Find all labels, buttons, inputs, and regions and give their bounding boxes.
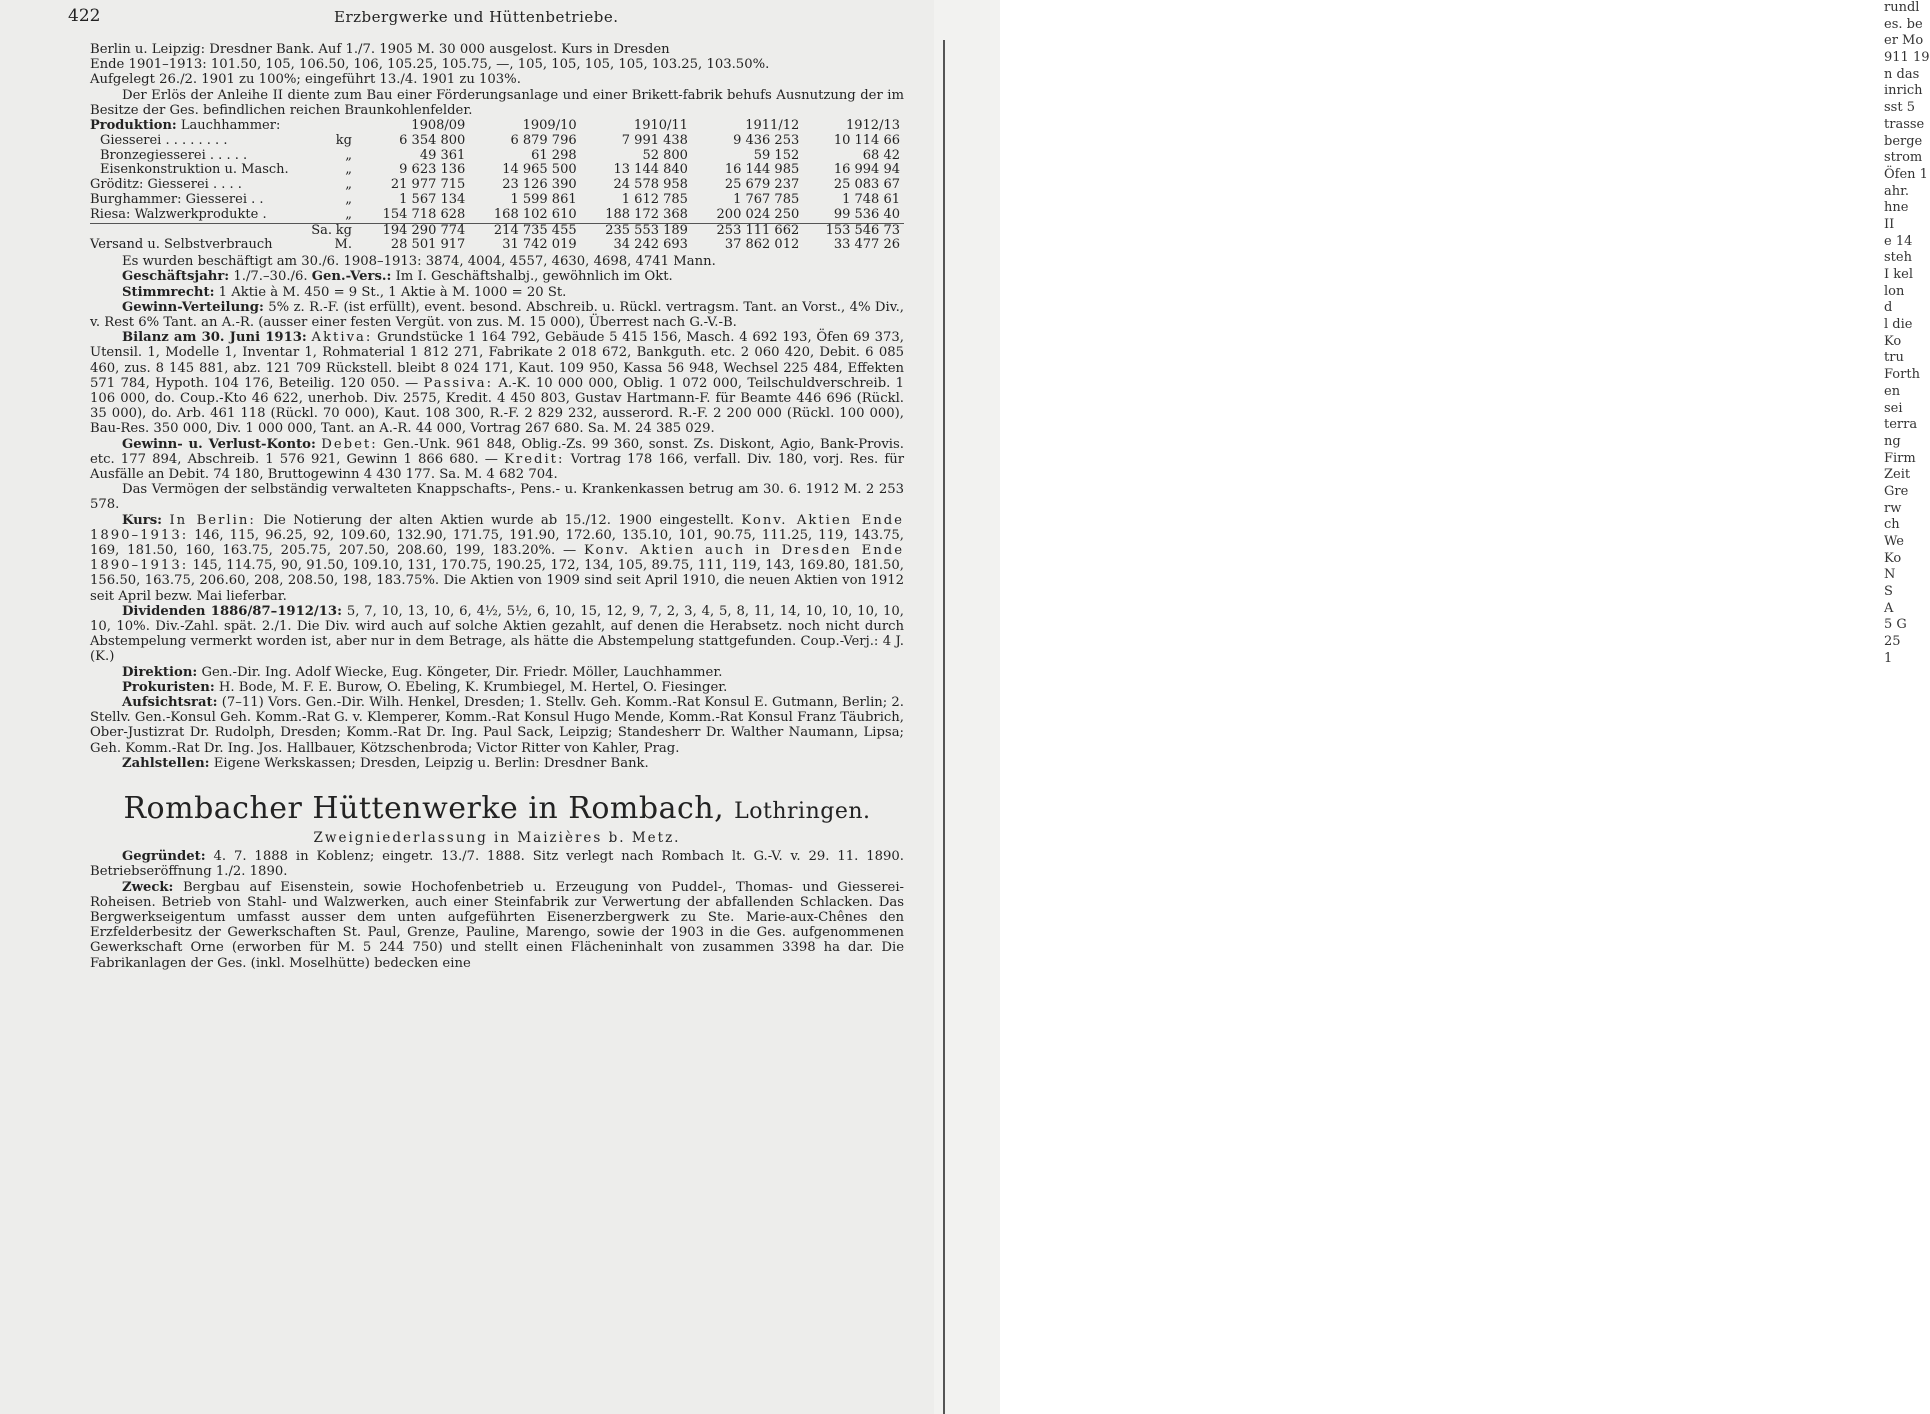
direktion-paragraph: [90, 665, 904, 680]
row-name: Eisenkonstruktion u. Masch.: [100, 162, 289, 178]
dividenden-label: Dividenden 1886/87–1912/13:: [122, 603, 342, 619]
passiva-text: A.-K. 10 000 000, Oblig. 1 072 000, Teilschuldverschreib. 1 106 000, do. Coup.-Kto 46 622, unerhob. Div. 2575, Kredit. 4 450 803, Gustav Hartmann-F. für Beamte 446 696 (Rückl. 35 000), do. Arb. 461 118 (Rückl. 70 000), Kaut. 108 300, R.-F. 2 829 232, ausserord. R.-F. 2 200 000 (Rückl. 100 000), Bau-Res. 350 000, Div. 1 000 000, Tant. an A.-R. 44 000, Vortrag 267 680. Sa. M. 24 385 029.: [90, 375, 904, 437]
row-unit: „: [345, 147, 352, 163]
adjacent-page-fragment: 5 G: [1884, 617, 1907, 633]
sum-value: 253 111 662: [692, 223, 803, 238]
row-value: 1 612 785: [621, 192, 688, 207]
adjacent-page-fragment: Zeit: [1884, 467, 1911, 483]
row-value: 1 748 61: [842, 192, 900, 207]
sum-label: Sa.: [90, 223, 332, 238]
adjacent-page-fragment: rundl: [1884, 0, 1920, 15]
prokuristen-label: Prokuristen:: [122, 679, 215, 695]
page-number: 422: [68, 6, 101, 26]
stimmrecht-label: Stimmrecht:: [122, 284, 215, 300]
year-header: 1911/12: [745, 118, 800, 134]
debet-label: Debet:: [321, 436, 378, 452]
versand-value: 37 862 012: [724, 237, 800, 253]
adjacent-page-fragment: sst 5: [1884, 100, 1915, 116]
company-heading: [90, 791, 904, 830]
adjacent-page-fragment: rw: [1884, 500, 1902, 516]
production-row: [90, 178, 904, 193]
sum-unit: kg: [332, 223, 358, 238]
kurs-text-3: 145, 114.75, 90, 91.50, 109.10, 131, 170.75, 190.25, 172, 134, 105, 89.75, 111, 119, 143, 169.80, 181.50, 156.50, 163.75, 206.60, 208, 208.50, 198, 183.75%. Die Aktien von 1909 sind seit April 1910, die neuen Aktien von 1912 seit April bezw. Mai lieferbar.: [90, 558, 904, 604]
year-header: 1910/11: [633, 118, 688, 134]
kredit-text: Vortrag 178 166, verfall. Div. 180, vorj. Res. für Ausfälle an Debit. 74 180, Bruttogewinn 4 430 177. Sa. M. 4 682 704.: [90, 451, 904, 483]
gegruendet-text: 4. 7. 1888 in Koblenz; eingetr. 13./7. 1888. Sitz verlegt nach Rombach lt. G.-V. v. 29. 11. 1890. Betriebseröffnung 1./2. 1890.: [90, 849, 904, 880]
geschaeftsjahr-text: 1./7.–30./6.: [233, 269, 308, 285]
kredit-label: Kredit:: [504, 451, 565, 467]
bilanz-label: Bilanz am 30. Juni 1913:: [122, 330, 307, 346]
adjacent-page-fragment: tru: [1884, 350, 1904, 366]
row-value: 200 024 250: [716, 206, 800, 222]
page-header: [0, 6, 934, 30]
row-name: Burghammer: Giesserei . .: [90, 192, 264, 207]
adjacent-page-fragment: Forth: [1884, 367, 1920, 383]
row-value: 68 42: [862, 147, 900, 163]
aufsichtsrat-text: (7–11) Vors. Gen.-Dir. Wilh. Henkel, Dresden; 1. Stellv. Geh. Komm.-Rat Konsul E. Gutmann, Berlin; 2. Stellv. Gen.-Konsul Geh. Komm.-Rat G. v. Klemperer, Komm.-Rat Konsul Hugo Mende, Komm.-Rat Konsul Franz Täubrich, Ober-Justizrat Dr. Rudolph, Dresden; Komm.-Rat Dr. Ing. Paul Sack, Leipzig; Standesherr Dr. Walther Naumann, Lipsa; Geh. Komm.-Rat Dr. Ing. Jos. Hallbauer, Kötzschenbroda; Victor Ritter von Kahler, Prag.: [90, 695, 904, 756]
year-header: 1908/09: [411, 118, 466, 134]
row-name: Gröditz: Giesserei . . . .: [90, 177, 242, 193]
adjacent-page-fragment: e 14: [1884, 233, 1913, 249]
adjacent-page-fragment: n das: [1884, 66, 1920, 82]
row-name: Bronzegiesserei . . . . .: [100, 147, 248, 163]
row-value: 25 679 237: [724, 177, 800, 193]
production-label: Produktion:: [90, 118, 177, 134]
row-value: 6 879 796: [510, 132, 577, 148]
production-label-cell: [90, 119, 332, 134]
intro-line: Aufgelegt 26./2. 1901 zu 100%; eingeführt 13./4. 1901 zu 103%.: [90, 72, 521, 88]
adjacent-page-fragment: inrich: [1884, 83, 1923, 99]
row-value: 99 536 40: [833, 206, 900, 222]
company-title: Rombacher Hüttenwerke in Rombach,: [123, 791, 725, 827]
bilanz-paragraph: [90, 330, 904, 436]
gewinnverteilung-paragraph: [90, 300, 904, 330]
gegruendet-paragraph: [90, 849, 904, 879]
kurs-in-berlin: In Berlin:: [169, 512, 256, 528]
row-value: 10 114 66: [833, 132, 900, 148]
intro-paragraph: Der Erlös der Anleihe II diente zum Bau einer Förderungsanlage und einer Brikett-fabrik behufs Ausnutzung der im Besitze der Ges. befindlichen reichen Braunkohlenfelder.: [90, 87, 904, 118]
versand-value: 28 501 917: [390, 237, 466, 253]
row-value: 14 965 500: [502, 162, 577, 178]
adjacent-page-fragment: S: [1884, 584, 1893, 600]
sum-value: 153 546 73: [803, 223, 904, 238]
row-value: 59 152: [753, 147, 800, 163]
versand-row: [90, 238, 904, 253]
dividenden-paragraph: [90, 604, 904, 665]
zahlstellen-text: Eigene Werkskassen; Dresden, Leipzig u. Berlin: Dresdner Bank.: [213, 755, 649, 771]
gewinnverteilung-text: 5% z. R.-F. (ist erfüllt), event. besond. Abschreib. u. Rückl. vertragsm. Tant. an Vorst., 4% Div., v. Rest 6% Tant. an A.-R. (ausser einer festen Vergüt. von zus. M. 15 000), Überrest nach G.-V.-B.: [90, 299, 904, 330]
adjacent-page-fragment: steh: [1884, 250, 1912, 266]
versand-value: 33 477 26: [833, 237, 900, 253]
adjacent-page-fragment: II: [1884, 216, 1895, 232]
adjacent-page-fragment: 1: [1884, 650, 1893, 666]
kurs-text-1: Die Notierung der alten Aktien wurde ab 15./12. 1900 eingestellt.: [263, 512, 734, 528]
vermoegen-paragraph: Das Vermögen der selbständig verwalteten Knappschafts-, Pens.- u. Krankenkassen betrug am 30. 6. 1912 M. 2 253 578.: [90, 482, 904, 513]
adjacent-page-fragment: d: [1884, 300, 1893, 316]
stimmrecht-text: 1 Aktie à M. 450 = 9 St., 1 Aktie à M. 1000 = 20 St.: [218, 284, 567, 300]
production-row: [90, 163, 904, 178]
company-title-sub: Lothringen.: [734, 799, 871, 825]
adjacent-page-fragment: trasse: [1884, 116, 1925, 132]
production-table: [90, 119, 904, 253]
row-value: 1 767 785: [733, 192, 800, 207]
production-sum-row: [90, 223, 904, 238]
zahlstellen-label: Zahlstellen:: [122, 755, 210, 771]
versand-value: 34 242 693: [613, 237, 688, 253]
aufsichtsrat-paragraph: [90, 695, 904, 756]
row-name: Riesa: Walzwerkprodukte .: [90, 206, 267, 222]
direktion-label: Direktion:: [122, 664, 198, 680]
row-value: 9 436 253: [733, 132, 800, 148]
row-value: 16 144 985: [724, 162, 800, 178]
adjacent-page-fragment: er Mo: [1884, 33, 1924, 49]
adjacent-page-fragment: hne: [1884, 200, 1909, 216]
year-header: 1912/13: [845, 118, 900, 134]
stimmrecht-paragraph: [90, 285, 904, 300]
sum-value: 214 735 455: [469, 223, 580, 238]
adjacent-page-fragment: Firm: [1884, 450, 1916, 466]
kurs-konv-1: Konv. Aktien Ende 1890–1913:: [90, 512, 904, 543]
dividenden-text: 5, 7, 10, 13, 10, 6, 4½, 5½, 6, 10, 15, 12, 9, 7, 2, 3, 4, 5, 8, 11, 14, 10, 10, 10, 10, 10, 10%. Div.-Zahl. spät. 2./1. Die Div. wird auch auf solche Aktien gezahlt, auf denen die Herabsetz. noch nicht durch Abstempelung vermerkt worden ist, aber nur in dem Betrage, als hätte die Abstempelung stattgefunden. Coup.-Verj.: 4 J. (K.): [90, 603, 904, 665]
adjacent-page-fragment: ahr.: [1884, 183, 1910, 199]
row-value: 7 991 438: [621, 132, 688, 148]
guv-label: Gewinn- u. Verlust-Konto:: [122, 436, 316, 452]
company-subtitle: Zweigniederlassung in Maizières b. Metz.: [313, 830, 681, 847]
production-row: [90, 134, 904, 149]
adjacent-page-fragment: Öfen 1: [1884, 166, 1928, 182]
direktion-text: Gen.-Dir. Ing. Adolf Wiecke, Eug. Köngeter, Dir. Friedr. Möller, Lauchhammer.: [201, 664, 723, 680]
intro-line: Ende 1901–1913: 101.50, 105, 106.50, 106, 105.25, 105.75, —, 105, 105, 105, 105, 103.25, 103.50%.: [90, 57, 770, 73]
adjacent-page-fragment: sei: [1884, 400, 1903, 416]
versand-label: Versand u. Selbstverbrauch: [90, 237, 273, 253]
genvers-text: Im I. Geschäftshalbj., gewöhnlich im Okt.: [395, 269, 673, 285]
geschaeftsjahr-paragraph: [90, 269, 904, 284]
row-value: 1 567 134: [399, 192, 466, 207]
adjacent-page-fragment: We: [1884, 534, 1904, 549]
adjacent-page-fragment: berge: [1884, 133, 1923, 149]
adjacent-page-fragment: terra: [1884, 417, 1918, 433]
production-row: [90, 149, 904, 164]
row-unit: kg: [335, 132, 352, 148]
adjacent-page-fragment: strom: [1884, 150, 1923, 166]
aufsichtsrat-label: Aufsichtsrat:: [122, 695, 218, 711]
beschaeftigt-paragraph: Es wurden beschäftigt am 30./6. 1908–1913: 3874, 4004, 4557, 4630, 4698, 4741 Mann.: [122, 254, 716, 270]
book-page: [0, 0, 934, 1414]
row-value: 16 994 94: [833, 162, 900, 178]
adjacent-page-fragment: ch: [1884, 517, 1900, 533]
row-value: 49 361: [419, 147, 466, 163]
adjacent-page-fragment: A: [1884, 600, 1894, 616]
row-value: 9 623 136: [399, 162, 466, 178]
versand-value: 31 742 019: [502, 237, 577, 253]
row-value: 13 144 840: [613, 162, 688, 178]
row-name: Giesserei . . . . . . . .: [100, 132, 228, 148]
adjacent-page-fragment: 25: [1884, 634, 1901, 650]
sum-value: 235 553 189: [581, 223, 692, 238]
prokuristen-text: H. Bode, M. F. E. Burow, O. Ebeling, K. Krumbiegel, M. Hertel, O. Fiesinger.: [218, 679, 728, 695]
page-body: [90, 42, 904, 971]
kurs-konv-2: Konv. Aktien auch in Dresden Ende 1890–1913:: [90, 543, 904, 574]
debet-text: Gen.-Unk. 961 848, Oblig.-Zs. 99 360, sonst. Zs. Diskont, Agio, Bank-Provis. etc. 177 894, Abschreib. 1 576 921, Gewinn 1 866 680. —: [90, 436, 904, 467]
adjacent-page-fragment: en: [1884, 383, 1901, 399]
prokuristen-paragraph: [90, 680, 904, 695]
row-value: 154 718 628: [382, 206, 466, 222]
row-unit: „: [345, 162, 352, 178]
zweck-label: Zweck:: [122, 879, 174, 895]
zahlstellen-paragraph: [90, 756, 904, 771]
adjacent-page-fragment: l die: [1884, 317, 1913, 333]
geschaeftsjahr-label: Geschäftsjahr:: [122, 269, 230, 285]
row-unit: „: [345, 206, 352, 222]
adjacent-page-fragment: I kel: [1884, 267, 1913, 282]
page-gutter-line: [943, 40, 945, 1414]
row-value: 61 298: [531, 147, 577, 163]
passiva-label: Passiva:: [423, 375, 494, 391]
gewinnverteilung-label: Gewinn-Verteilung:: [122, 299, 264, 315]
adjacent-page-fragment: 911 19: [1884, 50, 1930, 66]
genvers-label: Gen.-Vers.:: [311, 269, 392, 285]
production-header-row: [90, 119, 904, 134]
kurs-label: Kurs:: [122, 512, 163, 528]
adjacent-page-fragment: ng: [1884, 433, 1901, 449]
versand-unit: M.: [334, 237, 352, 253]
running-title: Erzbergwerke und Hüttenbetriebe.: [334, 8, 619, 26]
row-value: 21 977 715: [390, 177, 466, 193]
adjacent-page-fragment: Gre: [1884, 483, 1909, 499]
row-value: 168 102 610: [493, 206, 577, 222]
row-value: 6 354 800: [399, 132, 466, 148]
adjacent-page-fragment: Ko: [1884, 333, 1902, 349]
gegruendet-label: Gegründet:: [122, 849, 206, 865]
row-unit: „: [345, 192, 352, 207]
row-value: 23 126 390: [502, 177, 577, 193]
kurs-paragraph: [90, 513, 904, 604]
aktiva-text: Grundstücke 1 164 792, Gebäude 5 415 156, Masch. 4 692 193, Öfen 69 373, Utensil. 1, Modelle 1, Inventar 1, Rohmaterial 1 812 271, Fabrikate 2 018 672, Bankguth. etc. 2 060 420, Debit. 6 085 460, zus. 8 145 881, abz. 121 709 Rückstell. bleibt 8 024 171, Kaut. 109 950, Kassa 56 948, Wechsel 225 484, Effekten 571 784, Hypoth. 104 176, Beteilig. 120 050. —: [90, 330, 904, 391]
production-row: [90, 193, 904, 208]
row-value: 25 083 67: [833, 177, 900, 193]
production-row: [90, 208, 904, 223]
aktiva-label: Aktiva:: [311, 330, 373, 346]
adjacent-page-fragment: N: [1884, 567, 1896, 583]
row-value: 188 172 368: [605, 206, 688, 222]
guv-paragraph: [90, 437, 904, 483]
row-value: 24 578 958: [613, 177, 688, 193]
adjacent-page-fragment: Ko: [1884, 550, 1902, 566]
zweck-paragraph: [90, 880, 904, 971]
intro-line: Berlin u. Leipzig: Dresdner Bank. Auf 1./7. 1905 M. 30 000 ausgelost. Kurs in Dresden: [90, 42, 670, 57]
production-plant: Lauchhammer:: [180, 118, 281, 134]
adjacent-page-text: [1884, 0, 1930, 668]
kurs-text-2: 146, 115, 96.25, 92, 109.60, 132.90, 171.75, 191.90, 172.60, 135.10, 101, 90.75, 111.25, 119, 143.75, 169, 181.50, 160, 163.75, 205.75, 207.50, 208.60, 199, 183.20%. —: [90, 527, 904, 559]
adjacent-page-fragment: es. be: [1884, 16, 1923, 32]
adjacent-page-fragment: lon: [1884, 283, 1905, 299]
row-unit: „: [345, 177, 352, 193]
row-value: 52 800: [642, 147, 688, 163]
year-header: 1909/10: [522, 118, 577, 134]
sum-value: 194 290 774: [358, 223, 469, 238]
row-value: 1 599 861: [510, 192, 577, 207]
zweck-text: Bergbau auf Eisenstein, sowie Hochofenbetrieb u. Erzeugung von Puddel-, Thomas- und Giesserei-Roheisen. Betrieb von Stahl- und Walzwerken, auch einer Steinfabrik zur Verwertung der abfallenden Schlacken. Das Bergwerkseigentum umfasst ausser dem unten aufgeführten Eisenerzbergwerk zu Ste. Marie-aux-Chênes den Erzfelderbesitz der Gewerkschaften St. Paul, Grenze, Pauline, Marengo, sowie der 1903 in die Ges. aufgenommenen Gewerkschaft Orne (erworben für M. 5 244 750) und stellt einen Flächeninhalt von zusammen 3398 ha dar. Die Fabrikanlagen der Ges. (inkl. Moselhütte) bedecken eine: [90, 879, 904, 971]
